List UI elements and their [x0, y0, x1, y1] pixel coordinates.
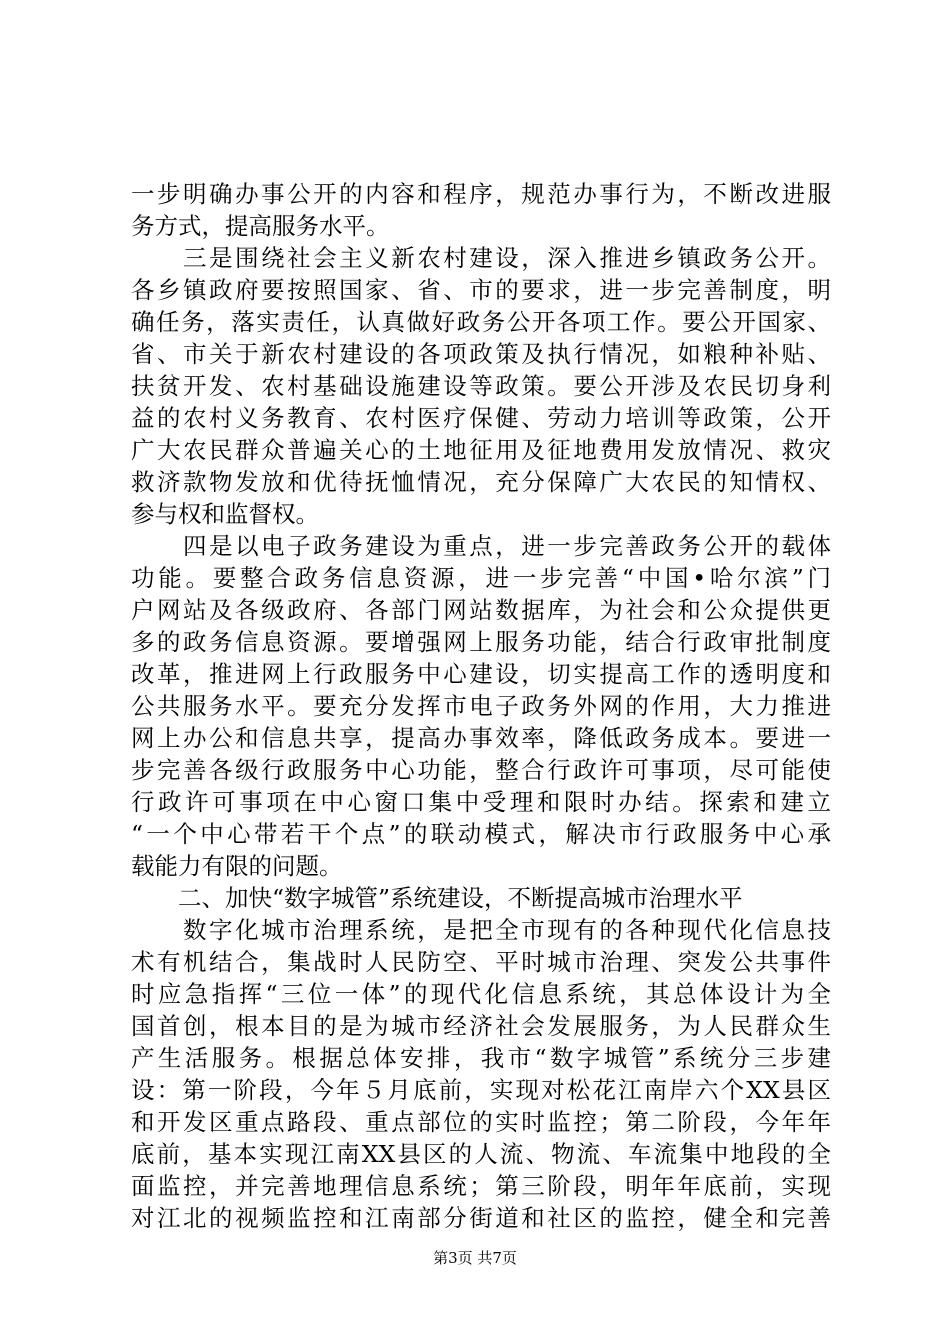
text-line: 多的政务信息资源。要增强网上服务功能，结合行政审批制度	[131, 628, 831, 656]
text-line: 三是围绕社会主义新农村建设，深入推进乡镇政务公开。	[131, 244, 831, 272]
text-line: 行政许可事项在中心窗口集中受理和限时办结。探索和建立	[131, 788, 831, 816]
text-line: “一个中心带若干个点”的联动模式，解决市行政服务中心承	[131, 820, 831, 848]
text-line: 步完善各级行政服务中心功能，整合行政许可事项，尽可能使	[131, 756, 831, 784]
text-line: 时应急指挥“三位一体”的现代化信息系统，其总体设计为全	[131, 980, 831, 1008]
text-line: 各乡镇政府要按照国家、省、市的要求，进一步完善制度，明	[131, 276, 831, 304]
text-line: 改革，推进网上行政服务中心建设，切实提高工作的透明度和	[131, 660, 831, 688]
text-line: 面监控，并完善地理信息系统；第三阶段，明年年底前，实现	[131, 1172, 831, 1200]
text-line: 产生活服务。根据总体安排，我市“数字城管”系统分三步建	[131, 1044, 831, 1072]
text-line: 四是以电子政务建设为重点，进一步完善政务公开的载体	[131, 532, 831, 560]
text-line: 术有机结合，集战时人民防空、平时城市治理、突发公共事件	[131, 948, 831, 976]
text-line: 户网站及各级政府、各部门网站数据库，为社会和公众提供更	[131, 596, 831, 624]
text-line: 数字化城市治理系统，是把全市现有的各种现代化信息技	[131, 916, 831, 944]
text-line: 功能。要整合政务信息资源，进一步完善“中国•哈尔滨”门	[131, 564, 831, 592]
text-line: 务方式，提高服务水平。	[131, 212, 390, 240]
text-line: 国首创，根本目的是为城市经济社会发展服务，为人民群众生	[131, 1012, 831, 1040]
text-line: 设：第一阶段，今年５月底前，实现对松花江南岸六个XX县区	[131, 1076, 831, 1104]
page-number: 第3页 共7页	[433, 1249, 517, 1267]
text-line: 省、市关于新农村建设的各项政策及执行情况，如粮种补贴、	[131, 340, 831, 368]
text-line: 益的农村义务教育、农村医疗保健、劳动力培训等政策，公开	[131, 404, 831, 432]
text-line: 扶贫开发、农村基础设施建设等政策。要公开涉及农民切身利	[131, 372, 831, 400]
text-line: 一步明确办事公开的内容和程序，规范办事行为，不断改进服	[131, 180, 831, 208]
text-line: 和开发区重点路段、重点部位的实时监控；第二阶段，今年年	[131, 1108, 831, 1136]
text-line: 广大农民群众普遍关心的土地征用及征地费用发放情况、救灾	[131, 436, 831, 464]
text-line: 对江北的视频监控和江南部分街道和社区的监控，健全和完善	[131, 1204, 831, 1232]
section-heading: 二、加快“数字城管”系统建设，不断提高城市治理水平	[131, 884, 743, 912]
text-line: 救济款物发放和优待抚恤情况，充分保障广大农民的知情权、	[131, 468, 831, 496]
text-line: 载能力有限的问题。	[131, 852, 343, 880]
text-line: 参与权和监督权。	[131, 500, 319, 528]
text-line: 底前，基本实现江南XX县区的人流、物流、车流集中地段的全	[131, 1140, 831, 1168]
text-line: 网上办公和信息共享，提高办事效率，降低政务成本。要进一	[131, 724, 831, 752]
text-line: 确任务，落实责任，认真做好政务公开各项工作。要公开国家、	[131, 308, 831, 336]
text-line: 公共服务水平。要充分发挥市电子政务外网的作用，大力推进	[131, 692, 831, 720]
